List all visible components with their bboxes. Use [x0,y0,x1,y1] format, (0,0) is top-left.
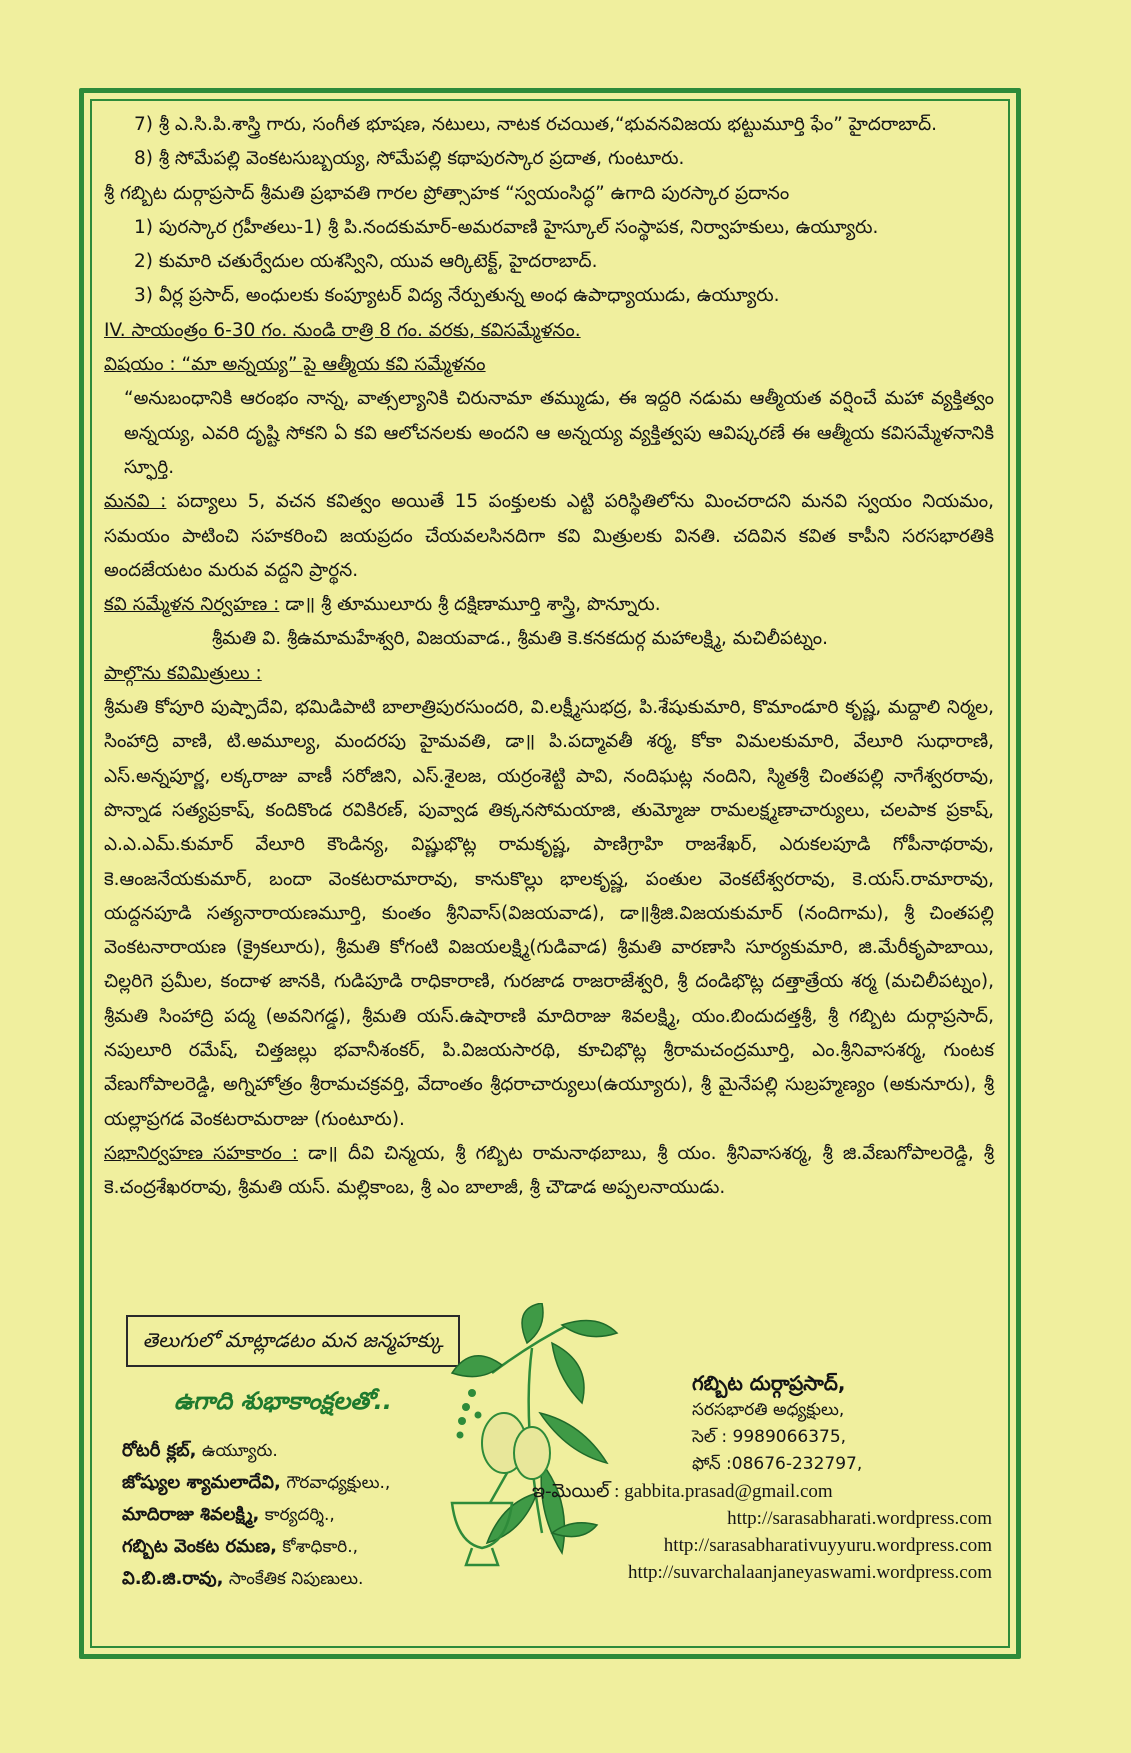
sender-block [512,1370,992,1586]
pestle [490,1473,507,1503]
member-name: గబ్బిట వెంకట రమణ, [122,1536,277,1557]
footer-section [104,1315,994,1645]
main-content [104,108,994,1206]
support-label: సభానిర్వహణ సహకారం : [104,1142,298,1164]
host-block [104,588,994,622]
flower-bud [458,1417,466,1425]
member-name: జోష్యుల శ్యామలాదేవి, [122,1472,281,1493]
committee-row [122,1499,390,1531]
website-link-2[interactable]: http://sarasabharativuyyuru.wordpress.com [663,1535,992,1556]
awardee-2: 2) కుమారి చతుర్వేదుల యశస్విని, యువ ఆర్కిటెక్ట్, హైదరాబాద్. [134,251,598,273]
member-role: కోశాధికారి., [282,1537,359,1557]
flower-bud [468,1389,476,1397]
leaf [522,1303,543,1343]
session-heading: IV. సాయంత్రం 6-30 గం. నుండి రాత్రి 8 గం. వరకు, కవిసమ్మేళనం. [104,319,581,341]
member-name: రోటరీ క్లబ్, [122,1440,197,1461]
sender-email[interactable]: ఇ-మెయిల్ : gabbita.prasad@gmail.com [532,1481,833,1502]
subject-text: “అనుబంధానికి ఆరంభం నాన్న, వాత్సల్యానికి చిరునామా తమ్ముడు, ఈ ఇద్దరి నడుమ ఆత్మీయత వర్షించే మహా వ్యక్తిత్వం అన్నయ్య, ఎవరి దృష్టి సోకని ఏ కవి ఆలోచనలకు అందని ఆ అన్నయ్య వ్యక్తిత్వపు ఆవిష్కరణే ఈ ఆత్మీయ కవిసమ్మేళనానికి స్ఫూర్తి. [124,388,994,478]
host-label: కవి సమ్మేళన నిర్వహణ : [104,594,280,616]
support-text: డా॥ దీవి చిన్మయ, శ్రీ గబ్బిట రామనాథబాబు, శ్రీ యం. శ్రీనివాసశర్మ, శ్రీ జి.వేణుగోపాలరెడ్డి, శ్రీ కె.చంద్రశేఖరరావు, శ్రీమతి యస్. మల్లికాంబ, శ్రీ ఎం బాలాజీ, శ్రీ చౌడాడ అప్పలనాయుడు. [104,1142,994,1199]
subject-label: విషయం : “మా అన్నయ్య” పై ఆత్మీయ కవి సమ్మేళనం [104,354,486,376]
sender-name: గబ్బిట దుర్గాప్రసాద్, [692,1371,846,1395]
member-role: ఉయ్యూరు. [201,1441,278,1461]
committee-row [122,1435,390,1467]
request-label: మనవి : [104,491,167,513]
sender-cell: సెల్ : 9989066375, [692,1427,847,1447]
host-text: డా॥ శ్రీ తూములూరు శ్రీ దక్షిణామూర్తి శాస్త్రి, పొన్నూరు. [285,594,661,616]
support-block [104,1137,994,1206]
sender-phone: ఫోన్ :08676-232797, [692,1454,863,1474]
website-link-1[interactable]: http://sarasabharati.wordpress.com [727,1508,992,1529]
member-role: సాంకేతిక నిపుణులు. [228,1569,364,1589]
sender-title: సరసభారతి అధ్యక్షులు, [692,1400,845,1420]
leaf [562,1321,617,1337]
request-block [104,485,994,588]
committee-row [122,1531,390,1563]
committee-list [122,1435,390,1595]
poets-list: శ్రీమతి కోపూరి పుష్పాదేవి, భమిడిపాటి బాలాత్రిపురసుందరి, వి.లక్ష్మీసుభద్ర, పి.శేషుకుమారి, కొమాండూరి కృష్ణ, మద్దాలి నిర్మల, సింహాద్రి వాణి, టి.అమూల్య, మందరపు హైమవతి, డా॥ పి.పద్మావతీ శర్మ, కోకా విమలకుమారి, వేలూరి సుధారాణి, ఎస్.అన్నపూర్ణ, లక్కరాజు వాణీ సరోజిని, ఎస్.శైలజ, యర్రంశెట్టి పావి, నందిఘట్ల నందిని, స్మితశ్రీ చింతపల్లి నాగేశ్వరరావు, పొన్నాడ సత్యప్రకాష్, కందికొండ రవికిరణ్, పువ్వాడ తిక్కనసోమయాజి, తుమ్మోజు రామలక్ష్మణాచార్యులు, చలపాక ప్రకాష్, ఎ.ఎ.ఎమ్.కుమార్ వేలూరి కౌండిన్య, విష్ణుభొట్ల రామకృష్ణ, పాణిగ్రాహి రాజశేఖర్, ఎరుకలపూడి గోపీనాథరావు, కె.ఆంజనేయకుమార్, బందా వెంకటరామారావు, కానుకొల్లు భాలకృష్ణ, పంతుల వెంకటేశ్వరరావు, కె.యస్.రామారావు, యద్దనపూడి సత్యనారాయణమూర్తి, కుంతం శ్రీనివాస్(విజయవాడ), డా॥శ్రీజి.విజయకుమార్ (నందిగామ), శ్రీ చింతపల్లి వెంకటనారాయణ (క్రైకలూరు), శ్రీమతి కోగంటి విజయలక్ష్మి(గుడివాడ) శ్రీమతి వారణాసి సూర్యకుమారి, జి.మేరీకృపాబాయి, చిల్లరిగె ప్రమీల, కందాళ జానకి, గుడిపూడి రాధికారాణి, గురజాడ రాజరాజేశ్వరి, శ్రీ దండిభొట్ల దత్తాత్రేయ శర్మ (మచిలీపట్నం), శ్రీమతి సింహాద్రి పద్మ (అవనిగడ్డ), శ్రీమతి యస్.ఉషారాణి మాదిరాజు శివలక్ష్మి, యం.బిందుదత్తశ్రీ, శ్రీ గబ్బిట దుర్గాప్రసాద్, నపులూరి రమేష్, చిత్తజల్లు భవానీశంకర్, పి.విజయసారథి, కూచిభొట్ల శ్రీరామచంద్రమూర్తి, ఎం.శ్రీనివాసశర్మ, గుంటక వేణుగోపాలరెడ్డి, అగ్నిహోత్రం శ్రీరామచక్రవర్తి, వేదాంతం శ్రీధరాచార్యులు(ఉయ్యూరు), శ్రీ మైనేపల్లి సుబ్రహ్మణ్యం (అకునూరు), శ్రీ యల్లాప్రగడ వెంకటరామరాజు (గుంటూరు). [104,697,994,1130]
website-link-3[interactable]: http://suvarchalaanjaneyaswami.wordpress.com [627,1562,992,1583]
item-8: 8) శ్రీ సోమేపల్లి వెంకటసుబ్బయ్య, సోమేపల్లి కథాపురస్కార ప్రదాత, గుంటూరు. [134,148,685,170]
host-text-2: శ్రీమతి వి. శ్రీఉమామహేశ్వరి, విజయవాడ., శ్రీమతి కె.కనకదుర్గ మహాలక్ష్మి, మచిలీపట్నం. [212,628,829,650]
poets-label: పాల్గొను కవిమిత్రులు : [104,662,262,684]
item-7: 7) శ్రీ ఎ.సి.పి.శాస్త్రి గారు, సంగీత భూషణ, నటులు, నాటక రచయిత,“భువనవిజయ భట్టుమూర్తి ఫేం” హైదరాబాద్. [134,114,938,135]
leaf [452,1356,502,1377]
committee-row [122,1563,390,1595]
committee-row [122,1467,390,1499]
ugadi-greeting: ఉగాది శుభాకాంక్షలతో.. [174,1387,392,1415]
awardee-1: 1) పురస్కార గ్రహీతలు-1) శ్రీ పి.నందకుమార్-అమరవాణి హైస్కూల్ సంస్థాపక, నిర్వాహకులు, ఉయ్యూరు. [134,216,879,238]
awardee-3: 3) వీర్ల ప్రసాద్, అంధులకు కంప్యూటర్ విద్య నేర్పుతున్న అంధ ఉపాధ్యాయుడు, ఉయ్యూరు. [134,285,780,307]
bowl-stand [466,1548,498,1565]
slogan-box: తెలుగులో మాట్లాడటం మన జన్మహక్కు [126,1315,460,1367]
flower-bud [462,1403,470,1411]
award-heading: శ్రీ గబ్బిట దుర్గాప్రసాద్ శ్రీమతి ప్రభావతి గారల ప్రోత్సాహక “స్వయంసిద్ధ” ఉగాది పురస్కార ప్రదానం [104,182,790,204]
member-name: మాదిరాజు శివలక్ష్మి, [122,1504,260,1525]
member-name: వి.బి.జి.రావు, [122,1568,224,1589]
member-role: కార్యదర్శి., [264,1505,335,1525]
flower-bud [475,1412,482,1419]
member-role: గౌరవాధ్యక్షులు., [286,1473,391,1493]
flower-bud [457,1432,464,1439]
request-text: పద్యాలు 5, వచన కవిత్వం అయితే 15 పంక్తులకు ఎట్టి పరిస్థితిలోను మించరాదని మనవి స్వయం నియమం, సమయం పాటించి సహకరించి జయప్రదం చేయవలసినదిగా కవి మిత్రులకు వినతి. చదివిన కవిత కాపీని సరసభారతికి అందజేయటం మరువ వద్దని ప్రార్థన. [104,491,994,581]
